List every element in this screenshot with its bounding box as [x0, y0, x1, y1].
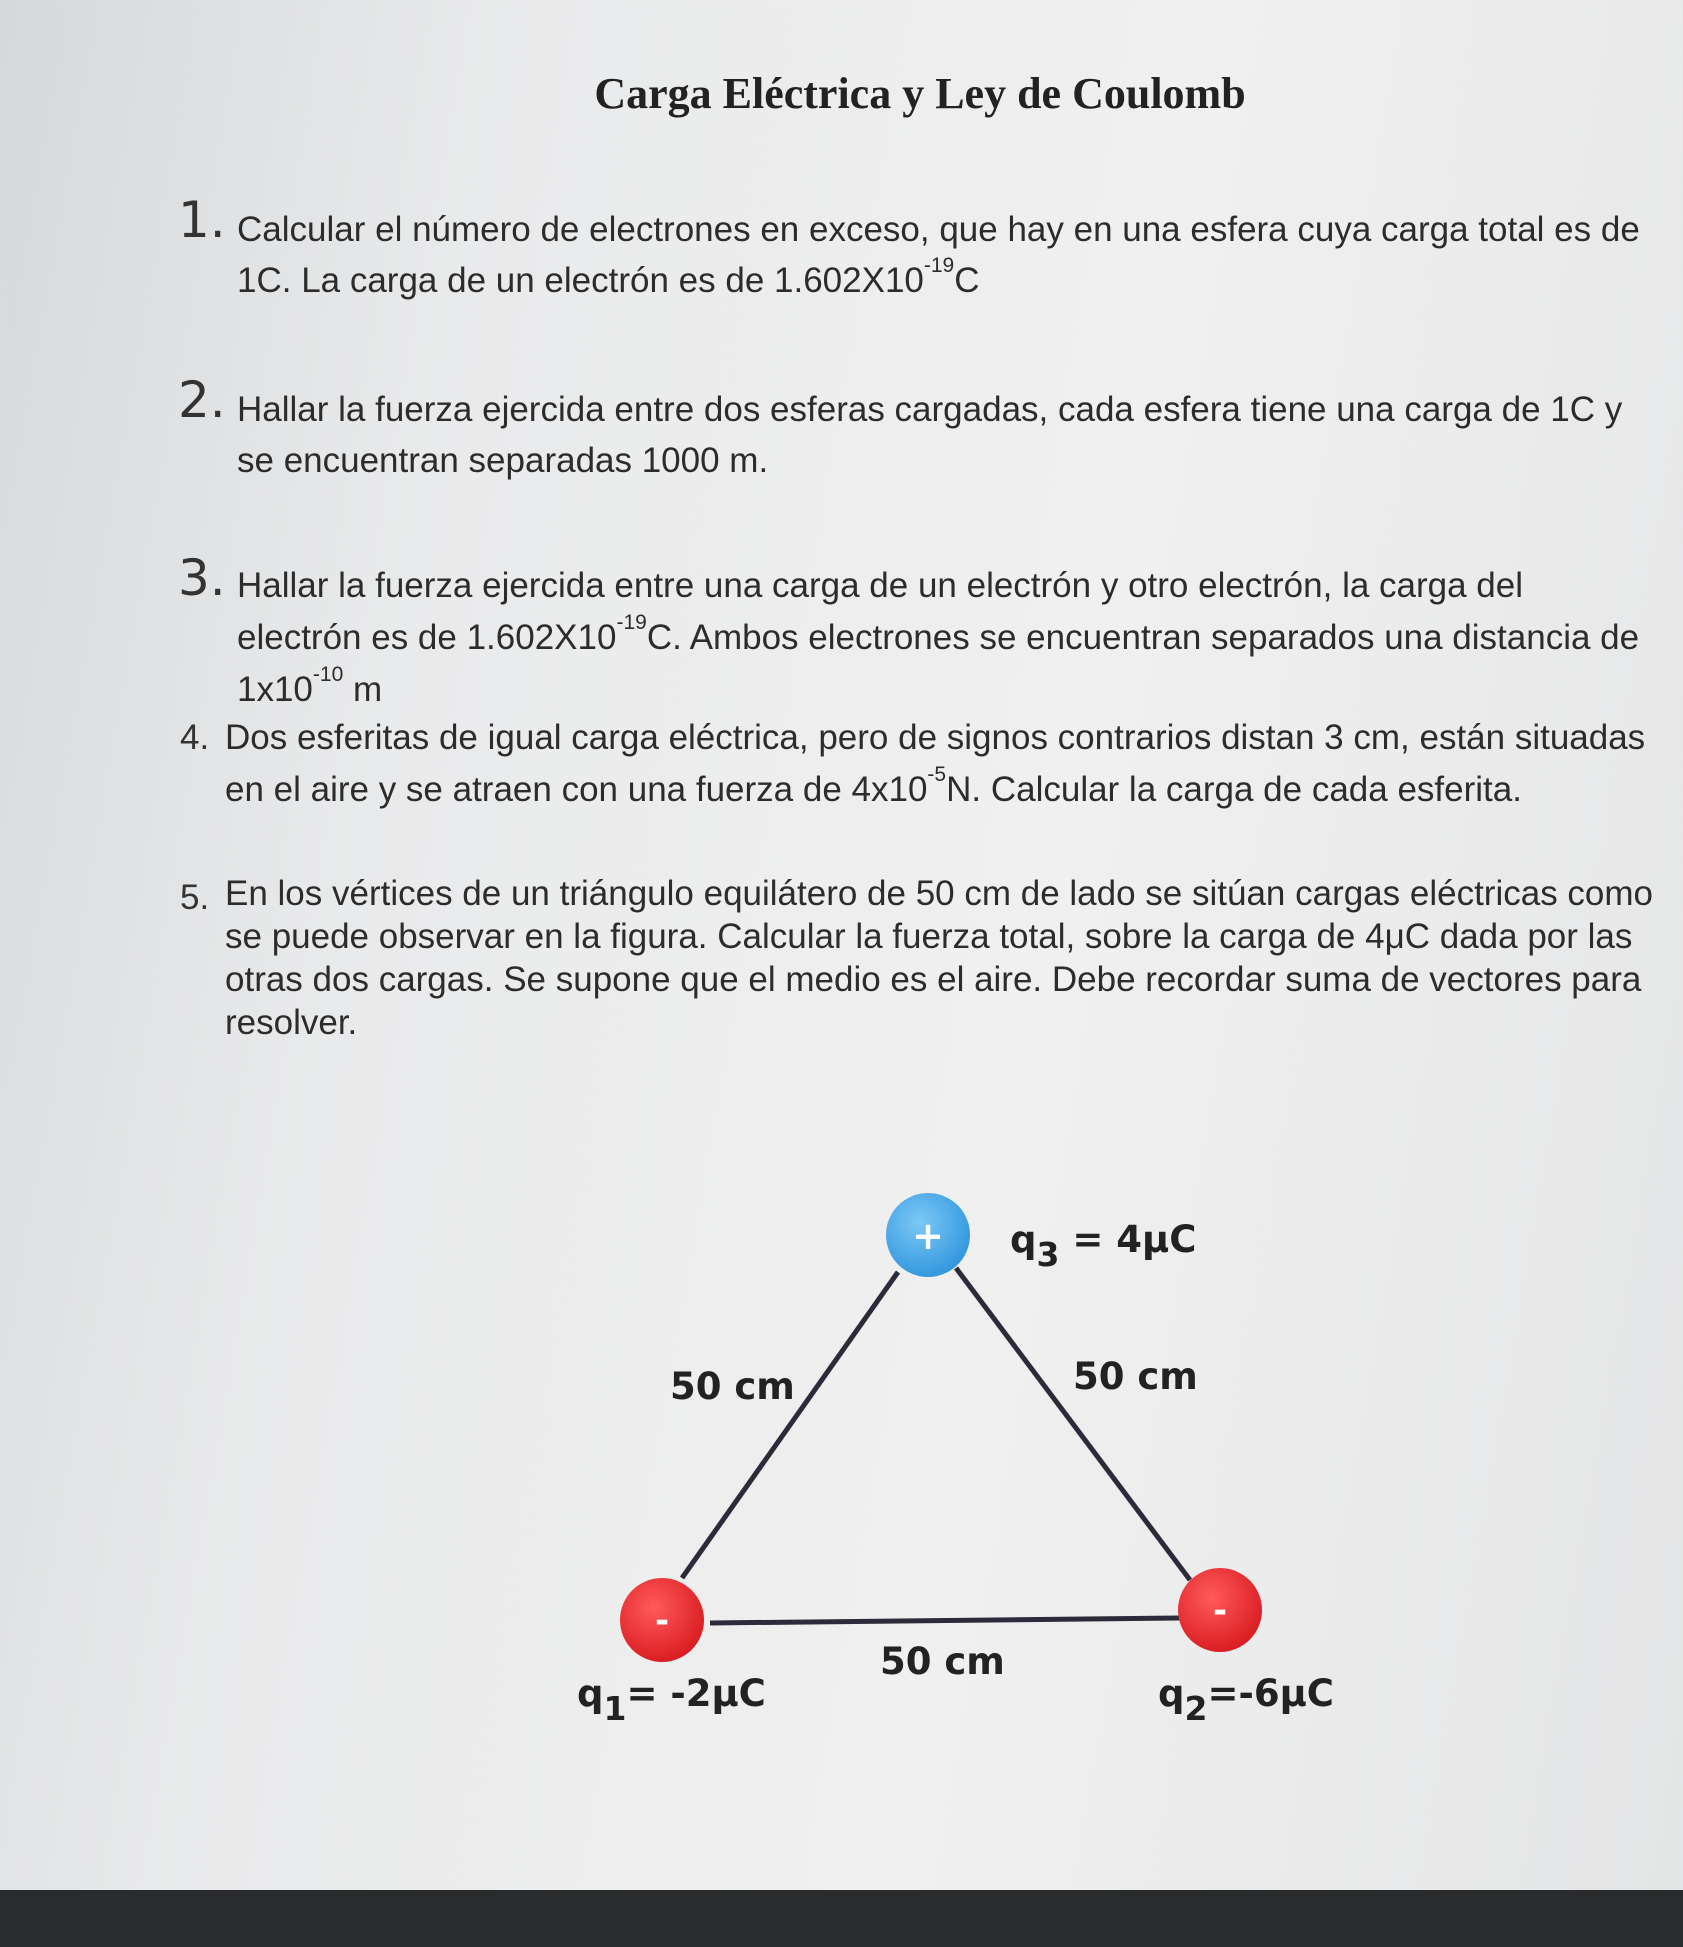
problem-text: Dos esferitas de igual carga eléctrica, pero de signos contrarios distan 3 cm, están situadas en el aire y se atraen con una fuerza de 4x10 [225, 718, 1646, 809]
charge-q3 [886, 1193, 970, 1277]
side-left-label: 50 cm [670, 1365, 795, 1408]
side-right-line [956, 1268, 1190, 1580]
side-bottom-label: 50 cm [880, 1640, 1005, 1683]
q3-label: $q_3 = 4\mu C$ [1010, 1218, 1197, 1274]
problem-number: 2. [178, 371, 226, 429]
plus-sign: + [912, 1214, 944, 1258]
problem-number: 3. [178, 549, 226, 607]
problem-text: En los vértices de un triángulo equilátero de 50 cm de lado se sitúan cargas eléctricas como se puede observar en la figura. Calcular la fuerza total, sobre la carga de 4μC dada por las otras dos cargas. Se supone que el medio es el aire. Debe recordar suma de vectores para resolver. [225, 874, 1654, 1042]
side-right-label: 50 cm [1073, 1355, 1198, 1398]
problem-number: 5. [180, 878, 210, 917]
problem-text-cont: N. Calcular la carga de cada esferita. [946, 770, 1522, 809]
exponent: -19 [616, 611, 647, 634]
page-title: Carga Eléctrica y Ley de Coulomb [594, 69, 1246, 118]
charge-q2 [1178, 1568, 1262, 1652]
problem-text: Calcular el número de electrones en exceso, que hay en una esfera cuya carga total es de 1C. La carga de un electrón es de 1.602X10 [237, 210, 1640, 300]
minus-sign: - [1212, 1591, 1228, 1631]
screen-bezel [0, 1890, 1683, 1947]
charge-q1 [620, 1578, 704, 1662]
problem-text: Hallar la fuerza ejercida entre una carga de un electrón y otro electrón, la carga del electrón es de 1.602X10 [237, 566, 1524, 657]
exponent: -10 [312, 663, 344, 686]
q2-label: $q_2=-6\mu C$ [1158, 1672, 1334, 1728]
problem-number: 1. [178, 191, 226, 249]
exponent: -5 [927, 763, 947, 786]
exponent: -19 [923, 254, 955, 277]
problem-number: 4. [180, 718, 210, 757]
unit: C [954, 261, 980, 300]
problem-text: Hallar la fuerza ejercida entre dos esferas cargadas, cada esfera tiene una carga de 1C y se encuentran separadas 1000 m. [237, 390, 1623, 480]
unit: m [343, 670, 383, 709]
minus-sign: - [654, 1601, 670, 1641]
side-bottom-line [710, 1618, 1180, 1623]
q1-label: $q_1= -2\mu C$ [577, 1672, 766, 1728]
side-left-line [682, 1272, 898, 1578]
problem-text-cont: C. Ambos electrones se encuentran separados una distancia de 1x10 [237, 618, 1640, 709]
